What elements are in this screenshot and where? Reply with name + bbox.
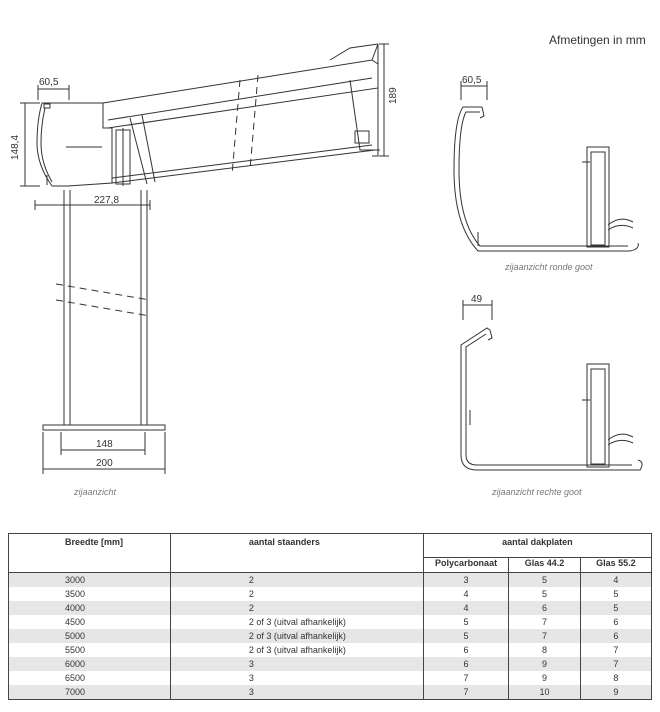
table-row: 3000 2 3 5 4 xyxy=(9,573,652,588)
dim-foot-outer: 200 xyxy=(96,458,113,469)
table-row: 5000 2 of 3 (uitval afhankelijk) 5 7 6 xyxy=(9,629,652,643)
header-polycarbonaat: Polycarbonaat xyxy=(423,558,509,573)
table-row: 3500 2 4 5 5 xyxy=(9,587,652,601)
header-staanders: aantal staanders xyxy=(170,534,423,573)
specifications-table xyxy=(8,533,652,700)
straight-gutter-drawing xyxy=(461,300,642,470)
header-breedte: Breedte [mm] xyxy=(9,534,171,573)
dim-depth: 227,8 xyxy=(94,195,120,206)
dim-round-width: 60,5 xyxy=(462,75,482,86)
dim-total-height: 189 xyxy=(388,87,399,104)
dim-gutter-height: 148,4 xyxy=(10,134,21,160)
table-row: 4500 2 of 3 (uitval afhankelijk) 5 7 6 xyxy=(9,615,652,629)
table-row: 5500 2 of 3 (uitval afhankelijk) 6 8 7 xyxy=(9,643,652,657)
header-glas-55: Glas 55.2 xyxy=(580,558,651,573)
table-row: 4000 2 4 6 5 xyxy=(9,601,652,615)
round-gutter-caption: zijaanzicht ronde goot xyxy=(505,262,593,272)
dim-gutter-width: 60,5 xyxy=(39,77,59,88)
side-view-drawing xyxy=(20,44,389,474)
header-glas-44: Glas 44.2 xyxy=(509,558,580,573)
straight-gutter-caption: zijaanzicht rechte goot xyxy=(492,487,582,497)
side-view-caption: zijaanzicht xyxy=(74,487,117,497)
header-dakplaten: aantal dakplaten xyxy=(423,534,651,558)
table-row: 6000 3 6 9 7 xyxy=(9,657,652,671)
round-gutter-drawing xyxy=(454,81,638,251)
dim-foot-inner: 148 xyxy=(96,439,113,450)
table-row: 7000 3 7 10 9 xyxy=(9,685,652,700)
units-note: Afmetingen in mm xyxy=(549,33,646,47)
table-row: 6500 3 7 9 8 xyxy=(9,671,652,685)
dim-straight-width: 49 xyxy=(471,294,483,305)
